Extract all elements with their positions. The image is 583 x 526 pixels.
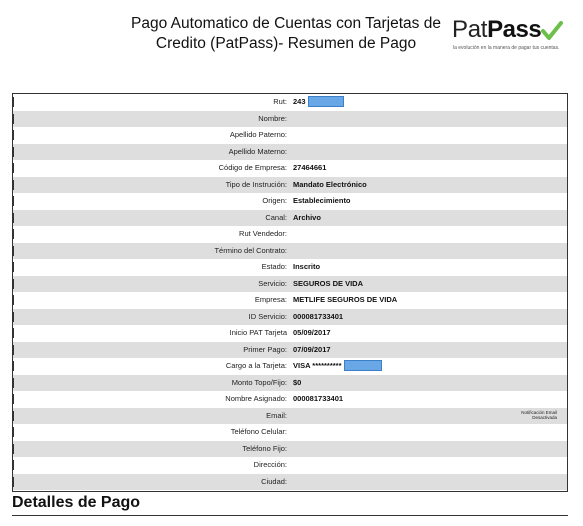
summary-row	[13, 358, 567, 375]
summary-row	[13, 177, 567, 194]
row-border-tick	[13, 328, 14, 338]
row-border-tick	[13, 460, 14, 470]
row-border-tick	[13, 229, 14, 239]
field-label: Dirección:	[253, 460, 287, 469]
summary-row	[13, 457, 567, 474]
field-value	[293, 391, 343, 408]
row-border-tick	[13, 411, 14, 421]
field-label: Monto Topo/Fijo:	[231, 377, 287, 387]
field-value	[293, 210, 321, 227]
row-border-tick	[13, 444, 14, 454]
field-label: Servicio:	[258, 278, 287, 288]
patpass-logo	[452, 16, 572, 56]
summary-row	[13, 375, 567, 392]
logo-tagline: la evolución en la manera de pagar tus cuentas.	[453, 45, 560, 51]
field-label: Estado:	[261, 262, 287, 271]
document-title-line-2: Credito (PatPass)- Resumen de Pago	[155, 35, 417, 52]
document-title	[130, 14, 442, 54]
field-value-text: Mandato Electrónico	[293, 179, 367, 189]
field-value-text: $0	[293, 377, 302, 387]
row-border-tick	[13, 114, 14, 124]
field-label: Empresa:	[254, 295, 287, 304]
field-label: Canal:	[265, 212, 287, 222]
row-border-tick	[13, 180, 14, 190]
field-value-text: Inscrito	[293, 262, 321, 271]
field-value	[293, 160, 326, 177]
field-value-text: 000081733401	[293, 311, 344, 321]
field-value	[293, 259, 320, 276]
summary-row	[13, 424, 567, 441]
row-border-tick	[13, 213, 14, 223]
field-value	[293, 309, 343, 326]
row-border-tick	[13, 196, 14, 206]
row-border-tick	[13, 163, 14, 173]
section-title-payment-details: Detalles de Pago	[12, 494, 141, 511]
summary-row	[13, 94, 567, 111]
summary-row	[13, 144, 567, 161]
row-border-tick	[13, 427, 14, 437]
field-label: Teléfono Fijo:	[242, 443, 287, 453]
row-border-tick	[13, 147, 14, 157]
section-divider	[12, 515, 568, 516]
row-border-tick	[13, 345, 14, 355]
redaction-box	[344, 360, 382, 371]
field-value	[293, 342, 331, 359]
field-label: Primer Pago:	[243, 344, 287, 354]
field-value	[293, 358, 382, 375]
field-value-text: 05/09/2017	[293, 328, 331, 337]
field-label: Término del Contrato:	[214, 245, 287, 255]
field-label: Código de Empresa:	[218, 163, 287, 172]
field-value	[293, 193, 351, 210]
logo-word-pat: Pat	[452, 16, 488, 43]
field-value-text: Establecimiento	[293, 196, 351, 205]
field-label: Nombre:	[258, 113, 287, 123]
summary-row	[13, 292, 567, 309]
field-value	[293, 276, 363, 293]
field-label: ID Servicio:	[248, 311, 287, 321]
field-value	[293, 177, 367, 194]
field-label: Teléfono Celular:	[230, 427, 287, 436]
note-line-2: Desactivada	[532, 415, 557, 420]
field-value	[293, 375, 301, 392]
summary-row	[13, 259, 567, 276]
field-value-text: VISA **********	[293, 361, 342, 370]
field-label: Tipo de Instrución:	[225, 179, 287, 189]
email-notification-note	[477, 410, 557, 421]
field-label: Apellido Paterno:	[229, 130, 287, 139]
field-value-text: SEGUROS DE VIDA	[293, 278, 364, 288]
document-title-line-1: Pago Automatico de Cuentas con Tarjetas de	[131, 15, 441, 32]
summary-row	[13, 226, 567, 243]
field-value	[293, 94, 344, 111]
row-border-tick	[13, 130, 14, 140]
note-line-1: Notificación Email	[521, 409, 557, 415]
summary-row	[13, 391, 567, 408]
summary-row	[13, 210, 567, 227]
field-value-text: 243	[293, 97, 306, 106]
field-label: Email:	[266, 410, 287, 420]
row-border-tick	[13, 312, 14, 322]
summary-row	[13, 160, 567, 177]
summary-row	[13, 325, 567, 342]
field-label: Rut Vendedor:	[239, 229, 287, 238]
row-border-tick	[13, 246, 14, 256]
field-value-text: 07/09/2017	[293, 344, 331, 354]
field-label: Cargo a la Tarjeta:	[225, 361, 287, 370]
checkmark-icon	[541, 18, 563, 42]
row-border-tick	[13, 279, 14, 289]
field-value	[293, 292, 397, 309]
field-label: Nombre Asignado:	[225, 394, 287, 403]
summary-row	[13, 127, 567, 144]
field-value-text: Archivo	[293, 212, 321, 222]
row-border-tick	[13, 378, 14, 388]
row-border-tick	[13, 477, 14, 487]
row-border-tick	[13, 97, 14, 107]
summary-row	[13, 342, 567, 359]
field-label: Ciudad:	[261, 476, 287, 486]
row-border-tick	[13, 262, 14, 272]
summary-row	[13, 276, 567, 293]
field-value-text: 27464661	[293, 163, 327, 172]
field-value-text: 000081733401	[293, 394, 344, 403]
field-value-text: METLIFE SEGUROS DE VIDA	[293, 295, 398, 304]
row-border-tick	[13, 394, 14, 404]
field-value	[293, 325, 331, 342]
field-label: Rut:	[273, 97, 287, 106]
summary-row	[13, 441, 567, 458]
redaction-box	[308, 96, 344, 107]
summary-row	[13, 309, 567, 326]
row-border-tick	[13, 295, 14, 305]
summary-row	[13, 193, 567, 210]
row-border-tick	[13, 361, 14, 371]
field-label: Origen:	[262, 196, 287, 205]
summary-row	[13, 474, 567, 491]
payment-summary-table	[12, 93, 568, 492]
logo-word-pass: Pass	[487, 16, 542, 43]
summary-row	[13, 408, 567, 425]
field-label: Apellido Materno:	[228, 146, 287, 156]
logo-wordmark	[452, 16, 541, 44]
field-label: Inicio PAT Tarjeta	[229, 328, 287, 337]
summary-row	[13, 111, 567, 128]
summary-row	[13, 243, 567, 260]
